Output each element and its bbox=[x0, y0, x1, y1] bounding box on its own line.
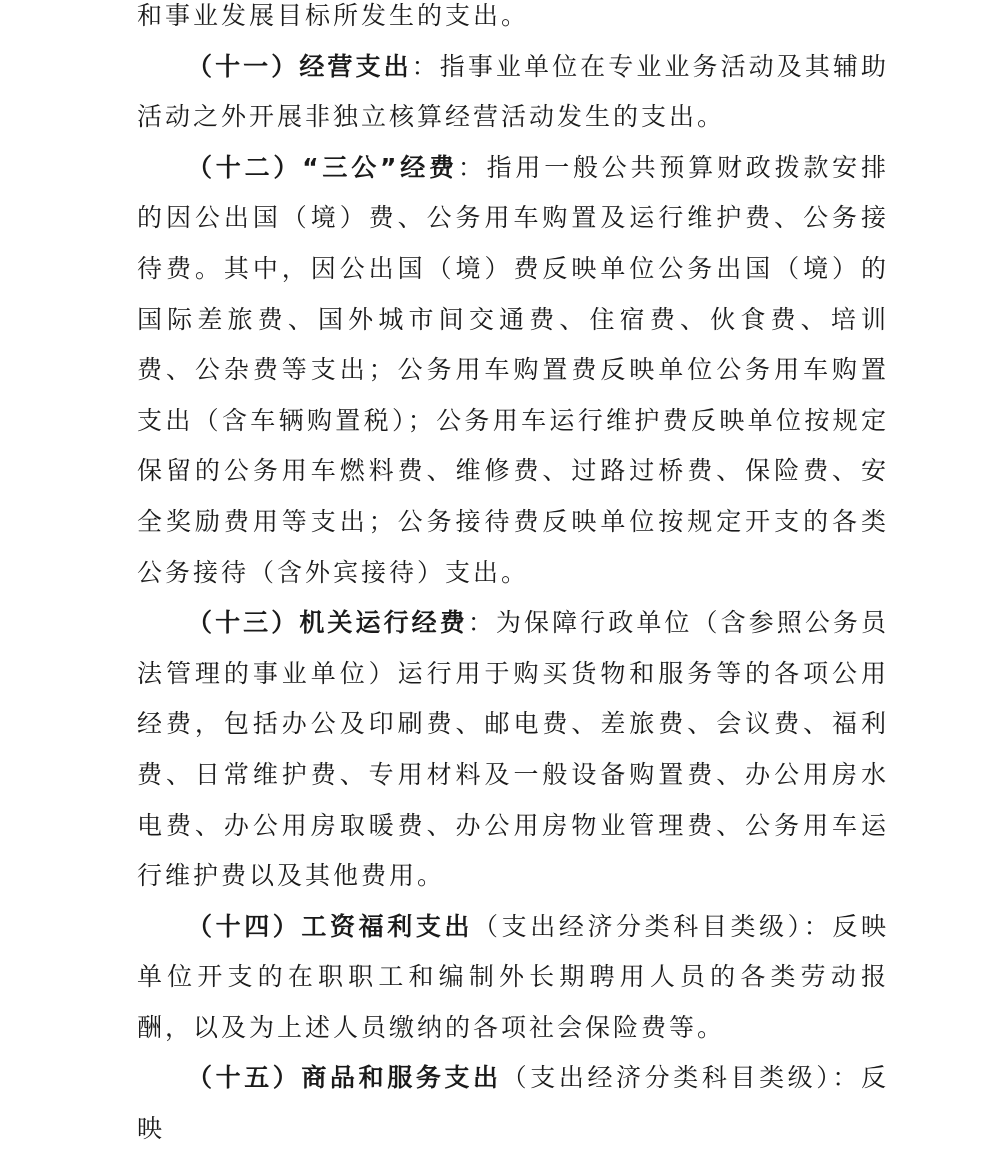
paragraph-term: （十五）商品和服务支出 bbox=[187, 1063, 502, 1093]
paragraph-goods-and-services bbox=[137, 1053, 889, 1154]
paragraph-text: 和事业发展目标所发生的支出。 bbox=[137, 1, 530, 30]
paragraph-term: （十二）“三公”经费 bbox=[187, 152, 458, 182]
paragraph-operating-expenditure bbox=[137, 42, 889, 143]
paragraph-term: （十四）工资福利支出 bbox=[187, 911, 474, 941]
paragraph-text: （支出经济分类科目类级）：反映 bbox=[137, 1063, 889, 1144]
paragraph-three-public-expenses bbox=[137, 143, 889, 598]
paragraph-agency-operating-funds bbox=[137, 598, 889, 902]
paragraph-text: ：为保障行政单位（含参照公务员法管理的事业单位）运行用于购买货物和服务等的各项公用经费，包括办公及印刷费、邮电费、差旅费、会议费、福利费、日常维护费、专用材料及一般设备购置费、办公用房水电费、办公用房取暖费、办公用房物业管理费、公务用车运行维护费以及其他费用。 bbox=[137, 608, 889, 891]
paragraph-text: ：指用一般公共预算财政拨款安排的因公出国（境）费、公务用车购置及运行维护费、公务接待费。其中，因公出国（境）费反映单位公务出国（境）的国际差旅费、国外城市间交通费、住宿费、伙食费、培训费、公杂费等支出；公务用车购置费反映单位公务用车购置支出（含车辆购置税）；公务用车运行维护费反映单位按规定保留的公务用车燃料费、维修费、过路过桥费、保险费、安全奖励费用等支出；公务接待费反映单位按规定开支的各类公务接待（含外宾接待）支出。 bbox=[137, 152, 889, 587]
paragraph-text: ：指事业单位在专业业务活动及其辅助活动之外开展非独立核算经营活动发生的支出。 bbox=[137, 51, 889, 132]
paragraph-continued bbox=[137, 0, 889, 42]
paragraph-wages-and-benefits bbox=[137, 902, 889, 1054]
paragraph-text: （支出经济分类科目类级）：反映单位开支的在职职工和编制外长期聘用人员的各类劳动报酬，以及为上述人员缴纳的各项社会保险费等。 bbox=[137, 911, 889, 1042]
paragraph-term: （十一）经营支出 bbox=[187, 51, 412, 81]
paragraph-term: （十三）机关运行经费 bbox=[187, 608, 468, 638]
document-page bbox=[137, 0, 889, 1155]
